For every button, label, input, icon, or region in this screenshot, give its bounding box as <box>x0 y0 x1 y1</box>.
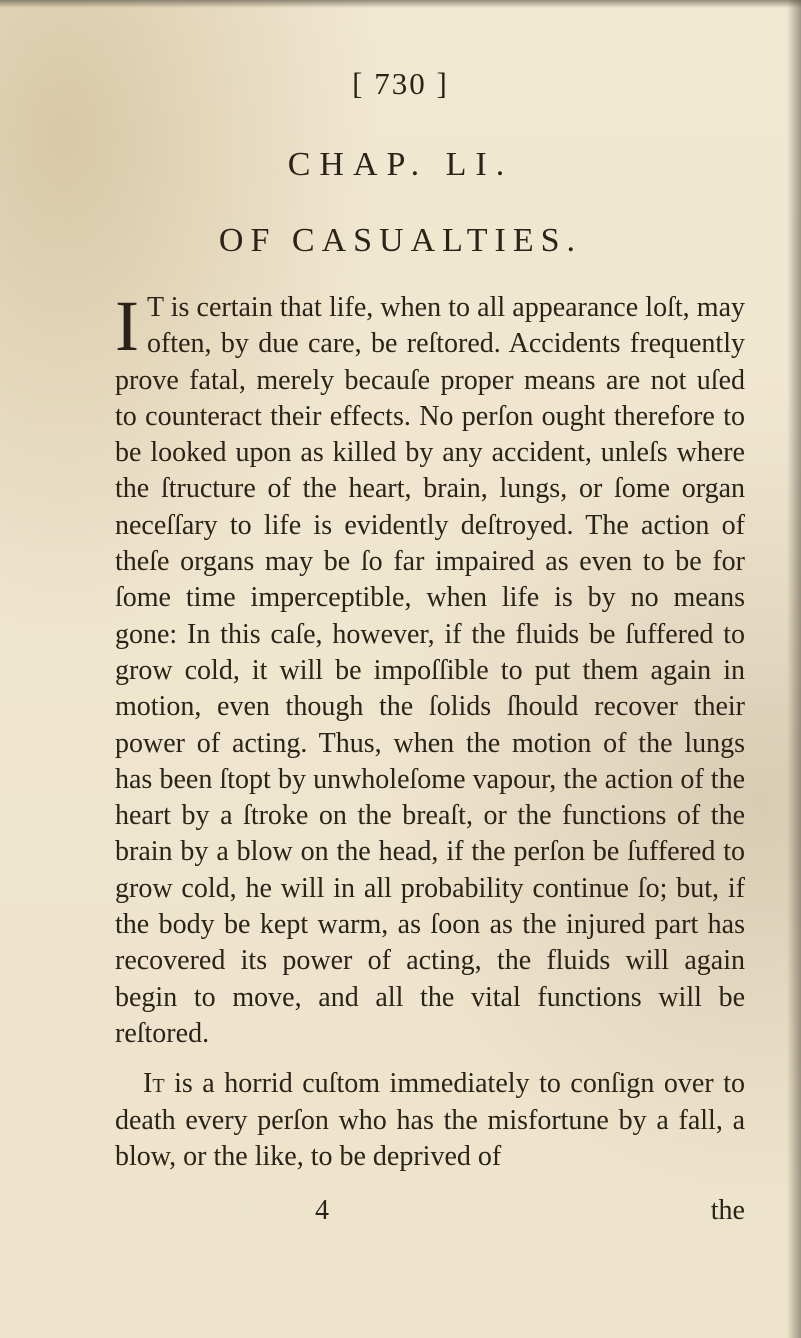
paragraph-2-lead: It <box>143 1068 165 1100</box>
drop-cap: I <box>115 286 139 366</box>
catchword: the <box>710 1195 745 1226</box>
body-text <box>115 286 745 1175</box>
paragraph-1 <box>115 286 745 1052</box>
chapter-title: OF CASUALTIES. <box>218 222 583 259</box>
paragraph-2-text: is a horrid cuſtom immediately to conſign over to death every perſon who has the misfortune by a fall, a blow, or the like, to be deprived of <box>115 1068 745 1172</box>
page-binding-edge <box>787 0 801 1338</box>
signature-mark: 4 <box>315 1195 329 1226</box>
paragraph-1-text: T is certain that life, when to all appearance loſt, may often, by due care, be reſtored. Accidents frequently prove fatal, merely becauſe proper means are not uſed to counteract their effects. No perſon ought therefore to be looked upon as killed by any accident, unleſs where the ſtructure of the heart, brain, lungs, or ſome organ neceſſary to life is evidently deſtroyed. The action of theſe organs may be ſo far impaired as even to be for ſome time imperceptible, when life is by no means gone: In this caſe, however, if the fluids be ſuffered to grow cold, it will be impoſſible to put them again in motion, even though the ſolids ſhould recover their power of acting. Thus, when the motion of the lungs has been ſtopt by unwholeſome vapour, the action of the heart by a ſtroke on the breaſt, or the functions of the brain by a blow on the head, if the perſon be ſuffered to grow cold, he will in all probability continue ſo; but, if the body be kept warm, as ſoon as the injured part has recovered its power of acting, the fluids will again begin to move, and all the vital functions will be reſtored. <box>115 292 745 1049</box>
chapter-heading: CHAP. LI. <box>287 146 514 183</box>
page-number: [ 730 ] <box>352 66 449 101</box>
page-top-shadow <box>0 0 801 8</box>
page-footer <box>115 1195 745 1231</box>
paragraph-2 <box>115 1066 745 1175</box>
